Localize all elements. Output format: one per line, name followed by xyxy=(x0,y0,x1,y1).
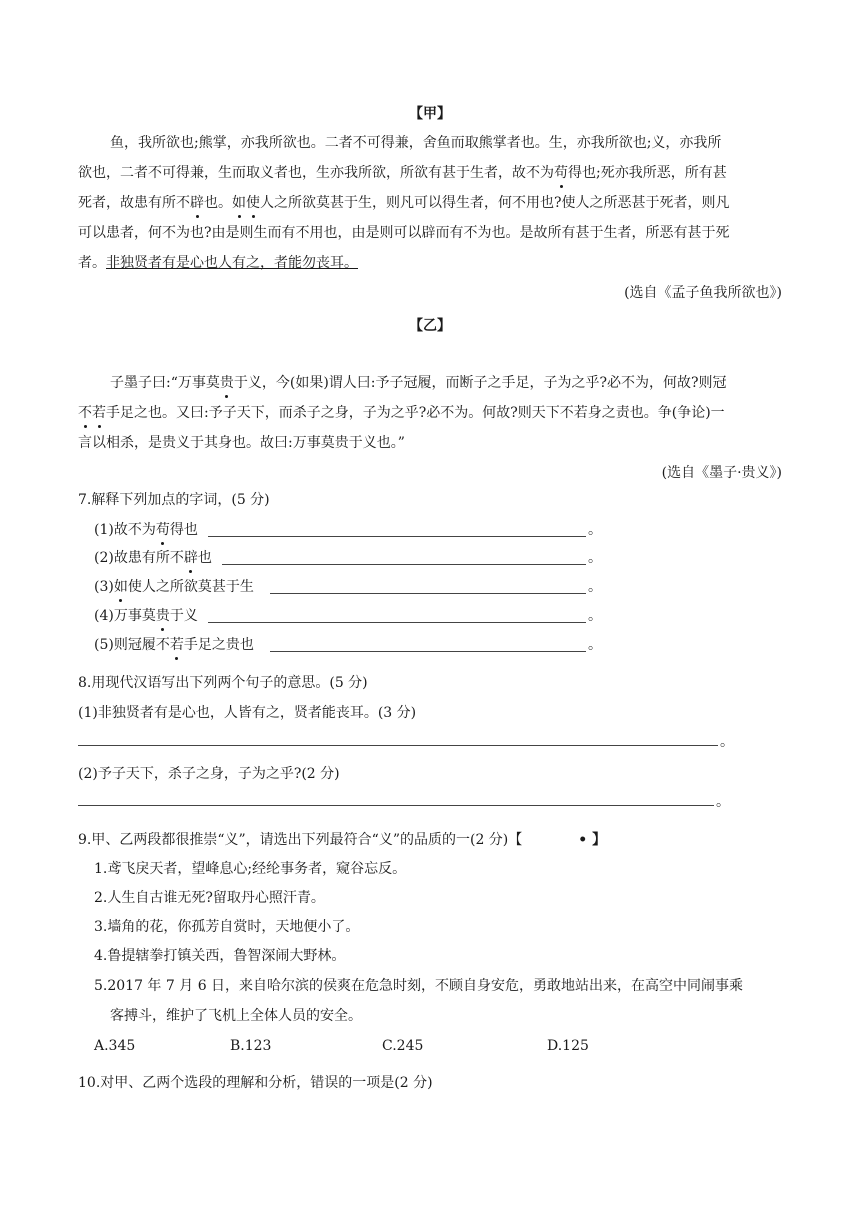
q9-item-5-cont: 客搏斗，维护了飞机上全体人员的安全。 xyxy=(110,1008,362,1024)
q9-item-4: 4.鲁提辖拳打镇关西，鲁智深闹大野林。 xyxy=(94,948,346,964)
answer-line[interactable] xyxy=(208,536,586,537)
jia-line-5: 者。非独贤者有是心也人有之，者能勿丧耳。 xyxy=(78,255,358,271)
period: 。 xyxy=(716,794,730,810)
q7-title: 7.解释下列加点的字词，(5 分) xyxy=(78,492,270,508)
heading-jia: 【甲】 xyxy=(409,106,451,122)
answer-line[interactable] xyxy=(270,651,586,652)
q9-item-5: 5.2017 年 7 月 6 日，来自哈尔滨的侯爽在危急时刻，不顾自身安危，勇敢地站出来，在高空中同闹事乘 xyxy=(94,978,744,994)
q10-title: 10.对甲、乙两个选段的理解和分析，错误的一项是(2 分) xyxy=(78,1075,433,1091)
q8-title: 8.用现代汉语写出下列两个句子的意思。(5 分) xyxy=(78,675,368,691)
dotted-char: 不 xyxy=(78,405,92,421)
yi-line-1: 子墨子曰:“万事莫贵于义，今(如果)谓人曰:予子冠履，而断子之手足，子为之乎?必不为，何故?则冠 xyxy=(110,375,727,391)
q7-item-2: (2)故患有所不辟也 xyxy=(94,550,212,566)
yi-line-2: 不若手足之也。又曰:予子天下，而杀子之身，子为之乎?必不为。何故?则天下不若身之责也。争(争论)一 xyxy=(78,405,725,421)
heading-yi: 【乙】 xyxy=(409,318,451,334)
jia-line-4: 可以患者，何不为也?由是则生而有不用也，由是则可以辟而有不为也。是故所有甚于生者，所恶有甚于死 xyxy=(78,225,730,241)
answer-line[interactable] xyxy=(270,593,586,594)
dotted-char: 苟 xyxy=(554,165,568,181)
jia-line-2: 欲也，二者不可得兼，生而取义者也，生亦我所欲，所欲有甚于生者，故不为苟得也;死亦我所恶，所有甚 xyxy=(78,165,727,181)
q9-item-2: 2.人生自古谁无死?留取丹心照汗青。 xyxy=(94,890,325,906)
yi-line-3: 言以相杀，是贵义于其身也。故曰:万事莫贵于义也。” xyxy=(78,435,405,451)
period: 。 xyxy=(588,522,602,538)
q9-item-1: 1.鸢飞戾天者，望峰息心;经纶事务者，窥谷忘反。 xyxy=(94,861,407,877)
jia-line-1: 鱼，我所欲也;熊掌，亦我所欲也。二者不可得兼，舍鱼而取熊掌者也。生，亦我所欲也;义，亦我所 xyxy=(110,135,722,151)
dotted-char: 辟 xyxy=(190,195,204,211)
jia-line-3: 死者，故患有所不辟也。如使人之所欲莫甚于生，则凡可以得生者，何不用也?使人之所恶甚于死者，则凡 xyxy=(78,195,730,211)
answer-line[interactable] xyxy=(78,745,718,746)
q7-item-1: (1)故不为苟得也 xyxy=(94,522,198,538)
answer-line[interactable] xyxy=(222,564,586,565)
q8-sentence-2: (2)予子天下，杀子之身，子为之乎?(2 分) xyxy=(78,766,340,782)
q9-item-3: 3.墙角的花，你孤芳自赏时，天地便小了。 xyxy=(94,919,360,935)
jia-source: (选自《孟子鱼我所欲也》) xyxy=(624,285,782,301)
answer-line[interactable] xyxy=(78,805,714,806)
period: 。 xyxy=(588,550,602,566)
q7-item-4: (4)万事莫贵于义 xyxy=(94,608,198,624)
q9-option-d[interactable]: D.125 xyxy=(547,1038,589,1054)
period: 。 xyxy=(588,579,602,595)
period: 。 xyxy=(588,637,602,653)
q8-sentence-1: (1)非独贤者有是心也，人皆有之，贤者能丧耳。(3 分) xyxy=(78,705,417,721)
dotted-char: 使 xyxy=(246,195,260,211)
q9-title: 9.甲、乙两段都很推崇“义”，请选出下列最符合“义”的品质的一(2 分)【 • 】 xyxy=(78,832,607,848)
q9-option-a[interactable]: A.345 xyxy=(94,1038,136,1054)
q9-option-b[interactable]: B.123 xyxy=(230,1038,272,1054)
underlined-sentence: 非独贤者有是心也人有之，者能勿丧耳。 xyxy=(106,255,358,271)
period: 。 xyxy=(720,734,734,750)
period: 。 xyxy=(588,608,602,624)
answer-line[interactable] xyxy=(208,622,586,623)
q9-option-c[interactable]: C.245 xyxy=(382,1038,424,1054)
dotted-char: 如 xyxy=(232,195,246,211)
q7-item-3: (3)如使人之所欲莫甚于生 xyxy=(94,579,254,595)
dotted-char: 若 xyxy=(92,405,106,421)
yi-source: (选自《墨子·贵义》) xyxy=(661,465,782,481)
dotted-char: 贵 xyxy=(219,375,234,391)
q7-item-5: (5)则冠履不若手足之贵也 xyxy=(94,637,254,653)
